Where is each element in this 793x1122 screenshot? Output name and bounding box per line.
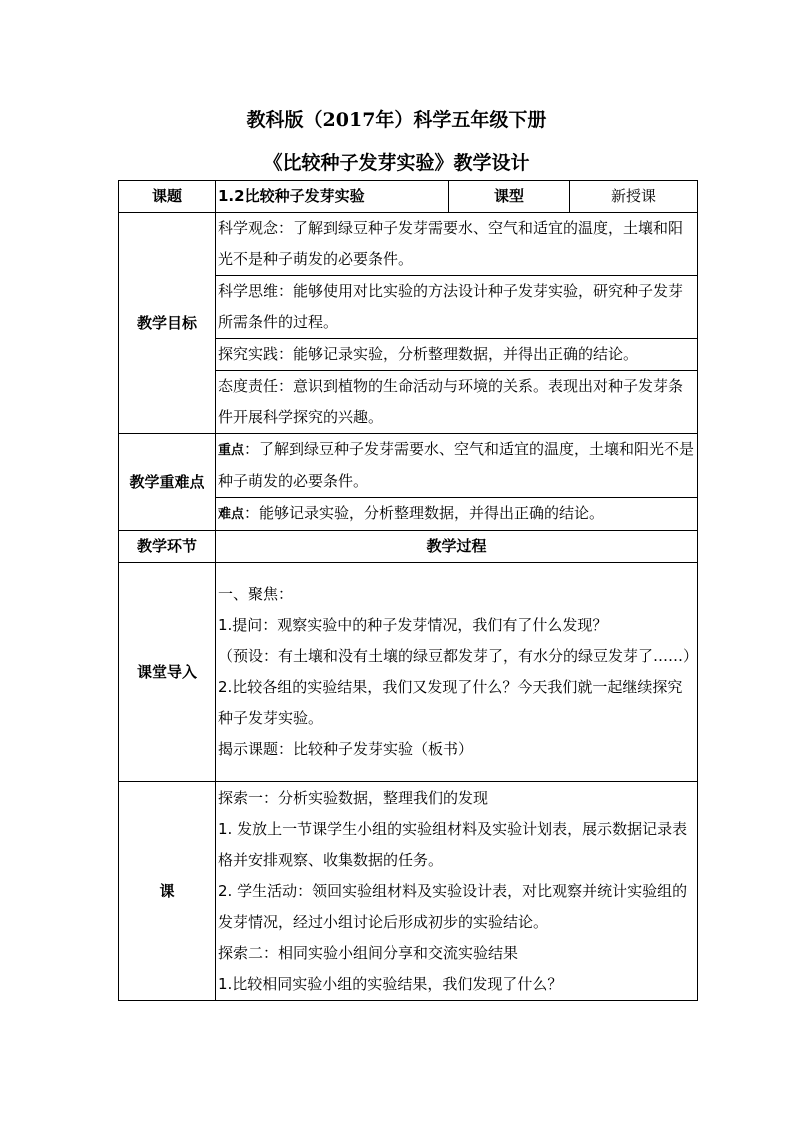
difficult-point-text: ：能够记录实验，分析整理数据，并得出正确的结论。 bbox=[244, 504, 605, 522]
label-keypoints: 教学重难点 bbox=[119, 434, 216, 531]
header-stage: 教学环节 bbox=[119, 531, 216, 563]
intro-line: （预设：有土壤和没有土壤的绿豆都发芽了，有水分的绿豆发芽了……） bbox=[218, 647, 699, 665]
table-row-lesson bbox=[119, 782, 698, 1001]
goal-item: 科学思维：能够使用对比实验的方法设计种子发芽实验，研究种子发芽所需条件的过程。 bbox=[216, 276, 698, 339]
difficult-point bbox=[216, 498, 698, 531]
label-type: 课型 bbox=[449, 181, 570, 213]
intro-content bbox=[216, 563, 698, 782]
intro-line: 1.提问：观察实验中的种子发芽情况，我们有了什么发现？ bbox=[218, 616, 608, 634]
table-row-header bbox=[119, 531, 698, 563]
table-row-keypoints bbox=[119, 434, 698, 498]
document-subtitle: 《比较种子发芽实验》教学设计 bbox=[263, 152, 530, 174]
lesson-line: 探索二：相同实验小组间分享和交流实验结果 bbox=[218, 943, 519, 962]
key-point-label: 重点 bbox=[218, 443, 245, 458]
document-title: 教科版（2017年）科学五年级下册 bbox=[246, 109, 547, 131]
table-row-topic bbox=[119, 181, 698, 213]
table-row-goals bbox=[119, 213, 698, 276]
goal-item: 探究实践：能够记录实验，分析整理数据，并得出正确的结论。 bbox=[216, 339, 698, 371]
label-goals: 教学目标 bbox=[119, 213, 216, 434]
intro-line: 一、聚焦： bbox=[218, 585, 294, 603]
label-topic: 课题 bbox=[119, 181, 216, 213]
key-point-text: ：了解到绿豆种子发芽需要水、空气和适宜的温度，土壤和阳光不是种子萌发的必要条件。 bbox=[218, 440, 695, 490]
key-point bbox=[216, 434, 698, 498]
goal-item: 科学观念：了解到绿豆种子发芽需要水、空气和适宜的温度，土壤和阳光不是种子萌发的必要条件。 bbox=[216, 213, 698, 276]
type-value: 新授课 bbox=[570, 181, 698, 213]
lesson-line: 1.比较相同实验小组的实验结果，我们发现了什么？ bbox=[218, 974, 563, 993]
table-row-intro bbox=[119, 563, 698, 782]
label-intro: 课堂导入 bbox=[119, 563, 216, 782]
header-process: 教学过程 bbox=[216, 531, 698, 563]
lesson-line: 2. 学生活动：领回实验组材料及实验设计表，对比观察并统计实验组的发芽情况，经过小组讨论后形成初步的实验结论。 bbox=[218, 881, 688, 931]
lesson-line: 探索一：分析实验数据，整理我们的发现 bbox=[218, 788, 489, 807]
lesson-plan-table bbox=[118, 180, 698, 1001]
topic-value: 1.2比较种子发芽实验 bbox=[216, 181, 449, 213]
difficult-point-label: 难点 bbox=[218, 507, 245, 522]
lesson-line: 1. 发放上一节课学生小组的实验组材料及实验计划表，展示数据记录表格并安排观察、收集数据的任务。 bbox=[218, 819, 688, 869]
lesson-content bbox=[216, 782, 698, 1001]
label-lesson: 课 bbox=[119, 782, 216, 1001]
intro-line: 2.比较各组的实验结果，我们又发现了什么？今天我们就一起继续探究种子发芽实验。 bbox=[218, 678, 683, 727]
goal-item: 态度责任：意识到植物的生命活动与环境的关系。表现出对种子发芽条件开展科学探究的兴趣。 bbox=[216, 371, 698, 434]
intro-line: 揭示课题：比较种子发芽实验（板书） bbox=[218, 740, 474, 758]
